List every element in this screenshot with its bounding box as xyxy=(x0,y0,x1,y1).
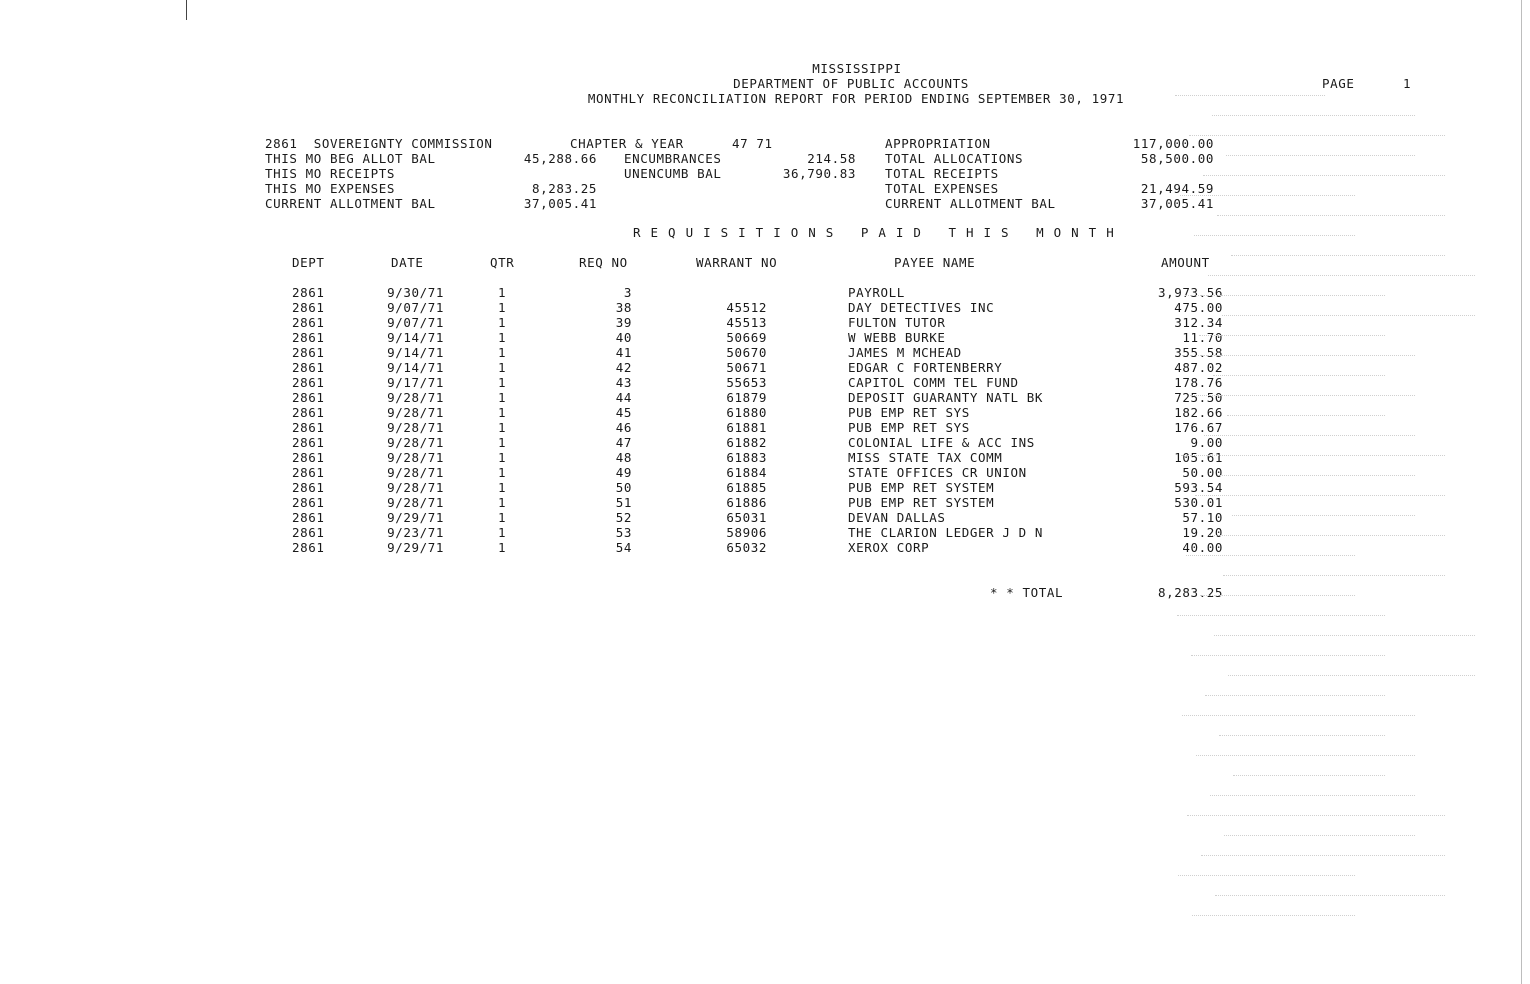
appropriation-value: 117,000.00 xyxy=(1132,136,1214,151)
cell-payee-name: DEVAN DALLAS xyxy=(848,510,946,525)
scan-dot-mark xyxy=(1215,895,1445,897)
scan-dot-mark xyxy=(1222,315,1475,317)
scan-dot-mark xyxy=(1181,455,1445,457)
scan-dot-mark xyxy=(1196,755,1415,757)
scan-dot-mark xyxy=(1199,335,1385,337)
cell-warrant-no: 61885 xyxy=(726,480,767,495)
cell-dept: 2861 xyxy=(292,300,325,315)
cell-warrant-no: 61886 xyxy=(726,495,767,510)
cell-qtr: 1 xyxy=(498,330,507,345)
cell-qtr: 1 xyxy=(498,300,507,315)
scan-dot-mark xyxy=(1226,155,1415,157)
scan-dot-mark xyxy=(1214,635,1475,637)
cell-payee-name: DEPOSIT GUARANTY NATL BK xyxy=(848,390,1044,405)
scan-dot-mark xyxy=(1233,775,1385,777)
scan-dot-mark xyxy=(1195,495,1445,497)
scan-dot-mark xyxy=(1223,575,1445,577)
cell-amount: 530.01 xyxy=(1174,495,1223,510)
table-row xyxy=(0,375,1530,390)
col-header-amount: AMOUNT xyxy=(1161,255,1210,270)
chapter-label: CHAPTER & YEAR xyxy=(570,136,684,151)
cell-amount: 312.34 xyxy=(1174,315,1223,330)
cell-warrant-no: 50670 xyxy=(726,345,767,360)
cell-qtr: 1 xyxy=(498,480,507,495)
cell-req-no: 42 xyxy=(615,360,632,375)
scan-dot-mark xyxy=(1217,215,1445,217)
cell-payee-name: EDGAR C FORTENBERRY xyxy=(848,360,1003,375)
cell-payee-name: THE CLARION LEDGER J D N xyxy=(848,525,1044,540)
scan-dot-mark xyxy=(1219,735,1385,737)
cell-qtr: 1 xyxy=(498,405,507,420)
cell-warrant-no: 61879 xyxy=(726,390,767,405)
cell-date: 9/23/71 xyxy=(387,525,444,540)
cell-amount: 19.20 xyxy=(1182,525,1223,540)
scan-dot-mark xyxy=(1224,835,1415,837)
col-header-warrant-no: WARRANT NO xyxy=(696,255,778,270)
cell-date: 9/28/71 xyxy=(387,450,444,465)
scan-dot-mark xyxy=(1232,515,1415,517)
cell-req-no: 43 xyxy=(615,375,632,390)
cell-payee-name: PAYROLL xyxy=(848,285,905,300)
cell-date: 9/29/71 xyxy=(387,510,444,525)
cell-req-no: 50 xyxy=(615,480,632,495)
report-department: DEPARTMENT OF PUBLIC ACCOUNTS xyxy=(733,76,969,91)
cell-dept: 2861 xyxy=(292,420,325,435)
cell-req-no: 3 xyxy=(623,285,632,300)
cell-req-no: 48 xyxy=(615,450,632,465)
page-label: PAGE xyxy=(1322,76,1355,91)
scan-dot-mark xyxy=(1210,795,1415,797)
cell-warrant-no: 61881 xyxy=(726,420,767,435)
total-allocations-value: 58,500.00 xyxy=(1140,151,1214,166)
cell-qtr: 1 xyxy=(498,465,507,480)
scan-dot-mark xyxy=(1177,615,1385,617)
agency-line: 2861 SOVEREIGNTY COMMISSION xyxy=(265,136,493,151)
cell-payee-name: MISS STATE TAX COMM xyxy=(848,450,1003,465)
cell-payee-name: W WEBB BURKE xyxy=(848,330,946,345)
cell-warrant-no: 61883 xyxy=(726,450,767,465)
col-header-date: DATE xyxy=(391,255,424,270)
cell-date: 9/28/71 xyxy=(387,480,444,495)
cell-dept: 2861 xyxy=(292,510,325,525)
cell-dept: 2861 xyxy=(292,540,325,555)
receipts-label: THIS MO RECEIPTS xyxy=(265,166,396,181)
cell-req-no: 45 xyxy=(615,405,632,420)
table-row xyxy=(0,345,1530,360)
scan-dot-mark xyxy=(1231,255,1445,257)
cell-req-no: 53 xyxy=(615,525,632,540)
cell-payee-name: PUB EMP RET SYSTEM xyxy=(848,495,995,510)
cell-dept: 2861 xyxy=(292,525,325,540)
chapter-value: 47 71 xyxy=(732,136,773,151)
cell-qtr: 1 xyxy=(498,495,507,510)
cell-dept: 2861 xyxy=(292,405,325,420)
cell-date: 9/28/71 xyxy=(387,420,444,435)
cell-req-no: 46 xyxy=(615,420,632,435)
table-row xyxy=(0,495,1530,510)
cell-qtr: 1 xyxy=(498,375,507,390)
cell-date: 9/28/71 xyxy=(387,435,444,450)
cell-warrant-no: 45513 xyxy=(726,315,767,330)
cell-payee-name: PUB EMP RET SYS xyxy=(848,420,970,435)
current-allot2-value: 37,005.41 xyxy=(1140,196,1214,211)
table-row xyxy=(0,315,1530,330)
current-allot2-label: CURRENT ALLOTMENT BAL xyxy=(885,196,1056,211)
unencumb-value: 36,790.83 xyxy=(782,166,856,181)
cell-qtr: 1 xyxy=(498,285,507,300)
report-title: MONTHLY RECONCILIATION REPORT FOR PERIOD ENDING SEPTEMBER 30, 1971 xyxy=(587,91,1125,106)
total-allocations-label: TOTAL ALLOCATIONS xyxy=(885,151,1024,166)
cell-dept: 2861 xyxy=(292,330,325,345)
cell-qtr: 1 xyxy=(498,510,507,525)
cell-date: 9/28/71 xyxy=(387,495,444,510)
cell-amount: 176.67 xyxy=(1174,420,1223,435)
cell-req-no: 49 xyxy=(615,465,632,480)
scan-dot-mark xyxy=(1208,275,1475,277)
scan-dot-mark xyxy=(1204,435,1415,437)
table-row xyxy=(0,435,1530,450)
beg-allot-label: THIS MO BEG ALLOT BAL xyxy=(265,151,436,166)
cell-amount: 178.76 xyxy=(1174,375,1223,390)
cell-date: 9/14/71 xyxy=(387,330,444,345)
cell-payee-name: DAY DETECTIVES INC xyxy=(848,300,995,315)
cell-qtr: 1 xyxy=(498,390,507,405)
scan-dot-mark xyxy=(1180,195,1355,197)
cell-warrant-no: 61882 xyxy=(726,435,767,450)
cell-date: 9/14/71 xyxy=(387,360,444,375)
cell-payee-name: PUB EMP RET SYS xyxy=(848,405,970,420)
cell-amount: 40.00 xyxy=(1182,540,1223,555)
expenses-label: THIS MO EXPENSES xyxy=(265,181,396,196)
cell-qtr: 1 xyxy=(498,540,507,555)
cell-req-no: 44 xyxy=(615,390,632,405)
cell-qtr: 1 xyxy=(498,435,507,450)
cell-dept: 2861 xyxy=(292,285,325,300)
cell-dept: 2861 xyxy=(292,390,325,405)
cell-payee-name: PUB EMP RET SYSTEM xyxy=(848,480,995,495)
cell-amount: 182.66 xyxy=(1174,405,1223,420)
cell-amount: 355.58 xyxy=(1174,345,1223,360)
report-state: MISSISSIPPI xyxy=(812,61,902,76)
cell-req-no: 39 xyxy=(615,315,632,330)
cell-amount: 11.70 xyxy=(1182,330,1223,345)
cell-payee-name: COLONIAL LIFE & ACC INS xyxy=(848,435,1035,450)
cell-req-no: 51 xyxy=(615,495,632,510)
cell-date: 9/28/71 xyxy=(387,390,444,405)
total-value: 8,283.25 xyxy=(1157,585,1223,600)
cell-dept: 2861 xyxy=(292,495,325,510)
cell-amount: 725.50 xyxy=(1174,390,1223,405)
cell-req-no: 47 xyxy=(615,435,632,450)
page-number: 1 xyxy=(1403,76,1412,91)
scan-dot-mark xyxy=(1205,695,1385,697)
scan-dot-mark xyxy=(1218,475,1415,477)
scan-dot-mark xyxy=(1213,375,1385,377)
table-row xyxy=(0,405,1530,420)
scan-dot-mark xyxy=(1209,535,1445,537)
scan-dot-mark xyxy=(1227,415,1385,417)
cell-qtr: 1 xyxy=(498,525,507,540)
scan-dot-mark xyxy=(1212,115,1415,117)
cell-amount: 105.61 xyxy=(1174,450,1223,465)
scan-dot-mark xyxy=(1182,715,1415,717)
cell-qtr: 1 xyxy=(498,345,507,360)
scan-dot-mark xyxy=(1189,135,1445,137)
cell-payee-name: CAPITOL COMM TEL FUND xyxy=(848,375,1019,390)
cell-dept: 2861 xyxy=(292,360,325,375)
cell-dept: 2861 xyxy=(292,435,325,450)
scan-dot-mark xyxy=(1203,175,1445,177)
scan-dot-mark xyxy=(1192,915,1355,917)
scan-dot-mark xyxy=(1200,595,1355,597)
total-expenses-value: 21,494.59 xyxy=(1140,181,1214,196)
table-row xyxy=(0,450,1530,465)
scan-dot-mark xyxy=(1185,295,1385,297)
scan-dot-mark xyxy=(1187,815,1445,817)
cell-dept: 2861 xyxy=(292,465,325,480)
cell-date: 9/14/71 xyxy=(387,345,444,360)
cell-dept: 2861 xyxy=(292,345,325,360)
cell-amount: 475.00 xyxy=(1174,300,1223,315)
cell-amount: 57.10 xyxy=(1182,510,1223,525)
unencumb-label: UNENCUMB BAL xyxy=(624,166,722,181)
cell-payee-name: FULTON TUTOR xyxy=(848,315,946,330)
appropriation-label: APPROPRIATION xyxy=(885,136,991,151)
cell-date: 9/30/71 xyxy=(387,285,444,300)
col-header-payee-name: PAYEE NAME xyxy=(894,255,976,270)
section-title: REQUISITIONS PAID THIS MONTH xyxy=(633,225,1124,240)
cell-date: 9/07/71 xyxy=(387,315,444,330)
cell-dept: 2861 xyxy=(292,480,325,495)
cell-date: 9/29/71 xyxy=(387,540,444,555)
cell-req-no: 40 xyxy=(615,330,632,345)
scan-dot-mark xyxy=(1178,875,1355,877)
table-row xyxy=(0,540,1530,555)
cell-payee-name: XEROX CORP xyxy=(848,540,930,555)
table-row xyxy=(0,420,1530,435)
cell-payee-name: JAMES M MCHEAD xyxy=(848,345,962,360)
col-header-qtr: QTR xyxy=(490,255,515,270)
cell-date: 9/28/71 xyxy=(387,405,444,420)
cell-qtr: 1 xyxy=(498,360,507,375)
cell-amount: 487.02 xyxy=(1174,360,1223,375)
scan-dot-mark xyxy=(1176,355,1415,357)
cell-qtr: 1 xyxy=(498,315,507,330)
cell-date: 9/28/71 xyxy=(387,465,444,480)
cell-warrant-no: 55653 xyxy=(726,375,767,390)
cell-warrant-no: 65032 xyxy=(726,540,767,555)
cell-warrant-no: 65031 xyxy=(726,510,767,525)
encumbrances-value: 214.58 xyxy=(807,151,856,166)
table-row xyxy=(0,390,1530,405)
current-allot-value: 37,005.41 xyxy=(523,196,597,211)
table-row xyxy=(0,465,1530,480)
col-header-dept: DEPT xyxy=(292,255,325,270)
cell-dept: 2861 xyxy=(292,315,325,330)
cell-qtr: 1 xyxy=(498,450,507,465)
cell-req-no: 52 xyxy=(615,510,632,525)
cell-req-no: 54 xyxy=(615,540,632,555)
cell-warrant-no: 50671 xyxy=(726,360,767,375)
table-row xyxy=(0,360,1530,375)
scan-dot-mark xyxy=(1175,95,1325,97)
table-row xyxy=(0,480,1530,495)
cell-payee-name: STATE OFFICES CR UNION xyxy=(848,465,1027,480)
scan-dot-mark xyxy=(1201,855,1445,857)
cell-warrant-no: 50669 xyxy=(726,330,767,345)
table-row xyxy=(0,330,1530,345)
cell-dept: 2861 xyxy=(292,375,325,390)
cell-amount: 593.54 xyxy=(1174,480,1223,495)
cell-date: 9/07/71 xyxy=(387,300,444,315)
total-label: * * TOTAL xyxy=(990,585,1064,600)
total-receipts-label: TOTAL RECEIPTS xyxy=(885,166,999,181)
cell-warrant-no: 61884 xyxy=(726,465,767,480)
cell-req-no: 41 xyxy=(615,345,632,360)
cell-amount: 50.00 xyxy=(1182,465,1223,480)
cell-date: 9/17/71 xyxy=(387,375,444,390)
current-allot-label: CURRENT ALLOTMENT BAL xyxy=(265,196,436,211)
cell-warrant-no: 45512 xyxy=(726,300,767,315)
cell-warrant-no: 61880 xyxy=(726,405,767,420)
col-header-req-no: REQ NO xyxy=(579,255,628,270)
total-expenses-label: TOTAL EXPENSES xyxy=(885,181,999,196)
cell-amount: 3,973.56 xyxy=(1157,285,1223,300)
table-row xyxy=(0,285,1530,300)
scan-dot-mark xyxy=(1228,675,1475,677)
beg-allot-value: 45,288.66 xyxy=(523,151,597,166)
scan-dot-mark xyxy=(1190,395,1415,397)
cell-dept: 2861 xyxy=(292,450,325,465)
cell-qtr: 1 xyxy=(498,420,507,435)
scan-dot-mark xyxy=(1186,555,1355,557)
table-row xyxy=(0,525,1530,540)
cell-warrant-no: 58906 xyxy=(726,525,767,540)
expenses-value: 8,283.25 xyxy=(531,181,597,196)
scan-dot-mark xyxy=(1191,655,1385,657)
table-row xyxy=(0,510,1530,525)
cell-req-no: 38 xyxy=(615,300,632,315)
scan-dot-mark xyxy=(1194,235,1355,237)
encumbrances-label: ENCUMBRANCES xyxy=(624,151,722,166)
cell-amount: 9.00 xyxy=(1190,435,1223,450)
table-row xyxy=(0,300,1530,315)
scan-edge-mark-left xyxy=(186,0,187,20)
